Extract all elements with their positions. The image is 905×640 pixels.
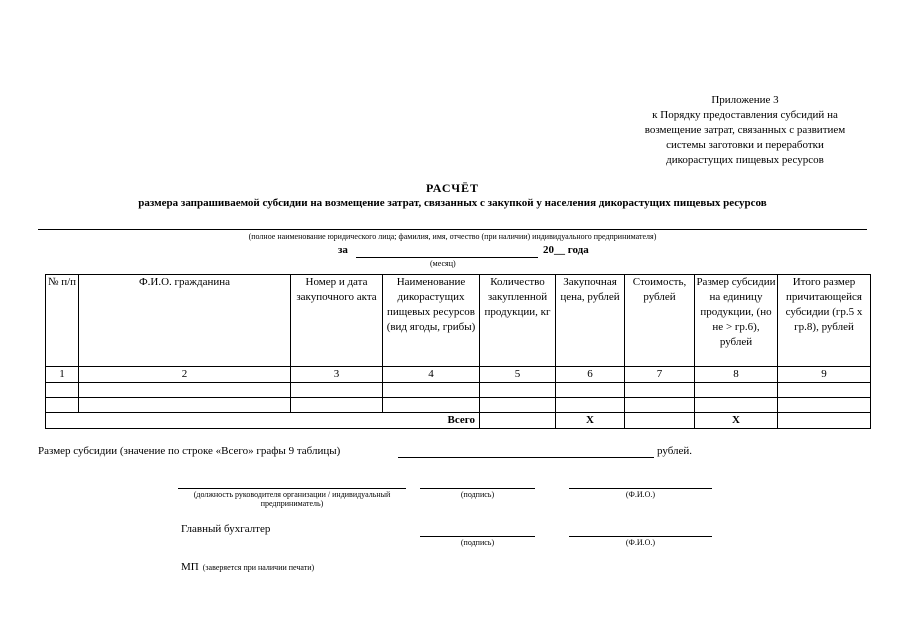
header-row [46,275,871,367]
column-number: 7 [625,367,695,383]
x-mark: X [556,413,625,429]
signature-line [420,536,535,537]
column-number: 3 [291,367,383,383]
total-label: Всего [46,413,480,429]
signature-caption: (подпись) [460,490,495,499]
column-number: 1 [46,367,79,383]
appendix-line: дикорастущих пищевых ресурсов [666,154,824,166]
empty-cell [46,383,79,398]
appendix-line: системы заготовки и переработки [666,139,824,151]
chief-accountant-label: Главный бухгалтер [181,523,271,535]
empty-cell [46,398,79,413]
mp-label: МП [181,561,199,573]
empty-cell [556,398,625,413]
header-cell: Количество закупленной продукции, кг [480,275,556,367]
column-number: 8 [695,367,778,383]
empty-cell [79,383,291,398]
empty-cell [480,383,556,398]
column-number: 9 [778,367,871,383]
month-caption: (месяц) [430,259,456,268]
empty-cell [625,398,695,413]
header-cell: Наименование дикорастущих пищевых ресурсов (вид ягоды, грибы) [383,275,480,367]
empty-cell [79,398,291,413]
table-row [46,398,871,413]
appendix-line: к Порядку предоставления субсидий на [652,109,838,121]
period-za: за [338,244,348,256]
header-cell: Номер и дата закупочного акта [291,275,383,367]
name-caption: (Ф.И.О.) [625,490,656,499]
document-title: РАСЧЁТ [425,181,480,195]
empty-cell [778,413,871,429]
empty-cell [383,383,480,398]
header-cell: Ф.И.О. гражданина [79,275,291,367]
position-caption: (должность руководителя организации / индивидуальный предприниматель) [193,490,391,508]
period-year: 20__ года [543,244,589,256]
name-line [569,536,712,537]
subsidy-size-suffix: рублей. [657,445,693,457]
header-cell: Итого размер причитающейся субсидии (гр.5 x гр.8), рублей [778,275,871,367]
subsidy-amount-line [398,457,654,458]
x-mark: X [695,413,778,429]
column-number: 5 [480,367,556,383]
empty-cell [625,413,695,429]
stamp-block [181,557,314,575]
table-row [46,383,871,398]
header-cell: Стоимость, рублей [625,275,695,367]
document-subtitle: размера запрашиваемой субсидии на возмещение затрат, связанных с закупкой у населения дикорастущих пищевых ресурсов [138,197,767,209]
appendix-line: Приложение 3 [711,94,779,106]
column-number: 2 [79,367,291,383]
header-cell: Закупочная цена, рублей [556,275,625,367]
empty-cell [291,398,383,413]
column-number: 6 [556,367,625,383]
month-line [356,257,538,258]
empty-cell [778,383,871,398]
header-cell: № п/п [46,275,79,367]
empty-cell [695,383,778,398]
empty-cell [778,398,871,413]
position-line [178,488,406,489]
entity-caption: (полное наименование юридического лица; фамилия, имя, отчество (при наличии) индивидуального предпринимателя) [248,232,657,241]
empty-cell [625,383,695,398]
header-cell: Размер субсидии на единицу продукции, (но не > гр.6), рублей [695,275,778,367]
entity-name-line [38,229,867,230]
column-number: 4 [383,367,480,383]
name-caption: (Ф.И.О.) [625,538,656,547]
appendix-block [600,93,890,168]
empty-cell [480,413,556,429]
total-row [46,413,871,429]
subsidy-size-prefix: Размер субсидии (значение по строке «Всего» графы 9 таблицы) [38,445,341,457]
empty-cell [556,383,625,398]
empty-cell [291,383,383,398]
empty-cell [480,398,556,413]
empty-cell [695,398,778,413]
empty-cell [383,398,480,413]
mp-note: (заверяется при наличии печати) [202,563,315,572]
signature-line [420,488,535,489]
column-number-row [46,367,871,383]
subsidy-table [45,274,871,429]
name-line [569,488,712,489]
signature-caption: (подпись) [460,538,495,547]
appendix-line: возмещение затрат, связанных с развитием [644,124,846,136]
